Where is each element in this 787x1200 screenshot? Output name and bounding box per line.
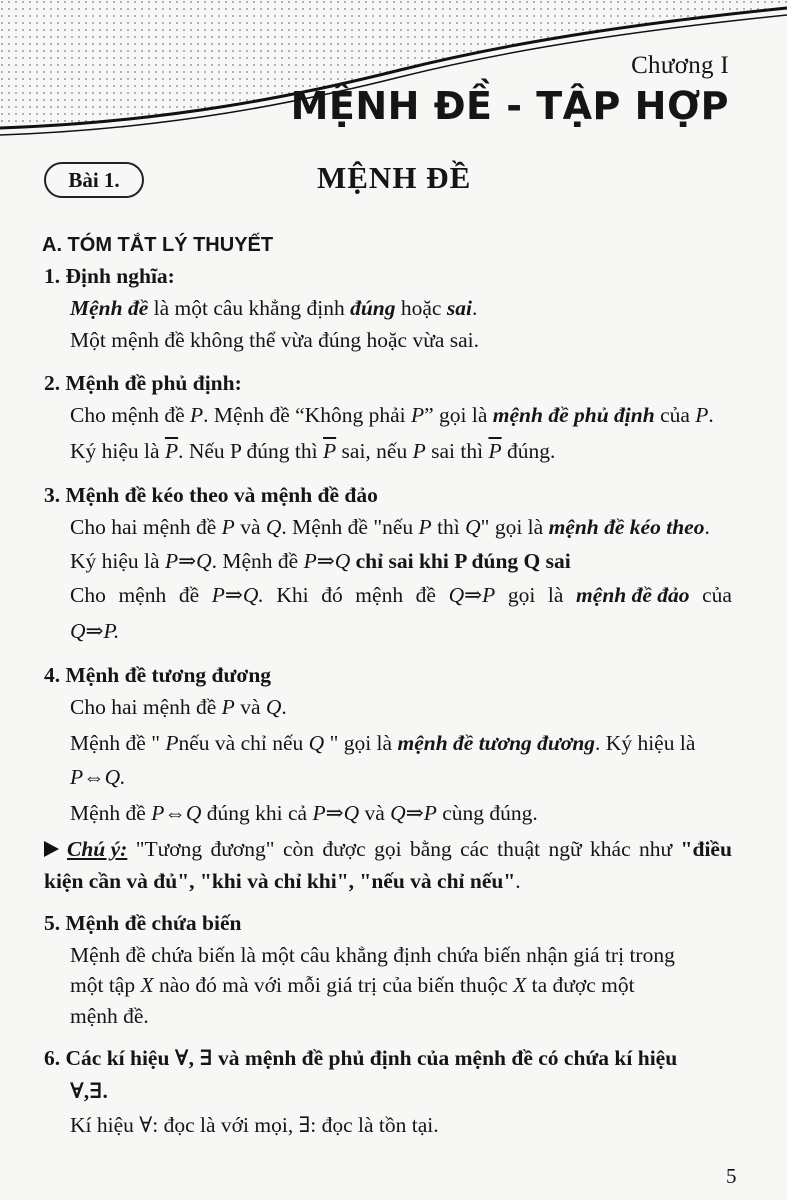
heading-quantifiers-cont: ∀,∃. — [70, 1079, 108, 1103]
definition-line-1: Mệnh đề là một câu khẳng định đúng hoặc sai. — [70, 296, 478, 320]
lesson-title: MỆNH ĐỀ — [317, 160, 472, 195]
quantifiers-line-1: Kí hiệu ∀: đọc là với mọi, ∃: đọc là tồn tại. — [70, 1113, 439, 1137]
negation-line-1: Cho mệnh đề P. Mệnh đề “Không phải P” gọi là mệnh đề phủ định của P. — [70, 403, 714, 427]
heading-negation: 2. Mệnh đề phủ định: — [44, 371, 242, 395]
predicate-line-1: Mệnh đề chứa biến là một câu khẳng định chứa biến nhận giá trị trong — [70, 943, 675, 967]
predicate-line-2: một tập X nào đó mà với mỗi giá trị của biến thuộc X ta được một — [70, 973, 635, 997]
heading-equivalence: 4. Mệnh đề tương đương — [44, 663, 272, 687]
predicate-line-3: mệnh đề. — [70, 1004, 149, 1028]
equivalence-line-3: P⇔Q. — [70, 765, 126, 789]
note-line-2: kiện cần và đủ", "khi và chỉ khi", "nếu và chỉ nếu". — [44, 869, 521, 893]
lesson-badge: Bài 1. — [44, 162, 144, 198]
chapter-label: Chương I — [631, 52, 729, 79]
equivalence-line-1: Cho hai mệnh đề P và Q. — [70, 695, 287, 719]
note-line-1: Chú ý: "Tương đương" còn được gọi bằng các thuật ngữ khác như "điều — [44, 836, 732, 862]
heading-quantifiers: 6. Các kí hiệu ∀, ∃ và mệnh đề phủ định của mệnh đề có chứa kí hiệu — [44, 1046, 678, 1070]
heading-predicate: 5. Mệnh đề chứa biến — [44, 911, 242, 935]
equivalence-line-4: Mệnh đề P⇔Q đúng khi cả P⇒Q và Q⇒P cùng đúng. — [70, 801, 538, 825]
heading-definition: 1. Định nghĩa: — [44, 264, 175, 288]
chapter-title: MỆNH ĐỀ - TẬP HỢP — [290, 84, 729, 128]
negation-line-2: Ký hiệu là $\overline{P}$. Nếu P đúng thì $\overline{P}$ sai, nếu P sai thì $\overline{P}$ đúng. — [70, 439, 556, 463]
section-heading: A. TÓM TẮT LÝ THUYẾT — [42, 234, 274, 256]
implication-line-2: Ký hiệu là P⇒Q. Mệnh đề P⇒Q chỉ sai khi P đúng Q sai — [70, 549, 571, 573]
triangle-bullet-icon — [44, 841, 59, 857]
page-number: 5 — [726, 1164, 737, 1188]
implication-line-3: Cho mệnh đề P⇒Q. Khi đó mệnh đề Q⇒P gọi là mệnh đề đảo của — [70, 583, 732, 607]
equivalence-line-2: Mệnh đề " Pnếu và chỉ nếu Q " gọi là mệnh đề tương đương. Ký hiệu là — [70, 731, 696, 755]
heading-implication: 3. Mệnh đề kéo theo và mệnh đề đảo — [44, 483, 378, 507]
implication-line-4: Q⇒P. — [70, 619, 120, 643]
implication-line-1: Cho hai mệnh đề P và Q. Mệnh đề "nếu P thì Q" gọi là mệnh đề kéo theo. — [70, 515, 710, 539]
definition-line-2: Một mệnh đề không thể vừa đúng hoặc vừa sai. — [70, 328, 480, 352]
